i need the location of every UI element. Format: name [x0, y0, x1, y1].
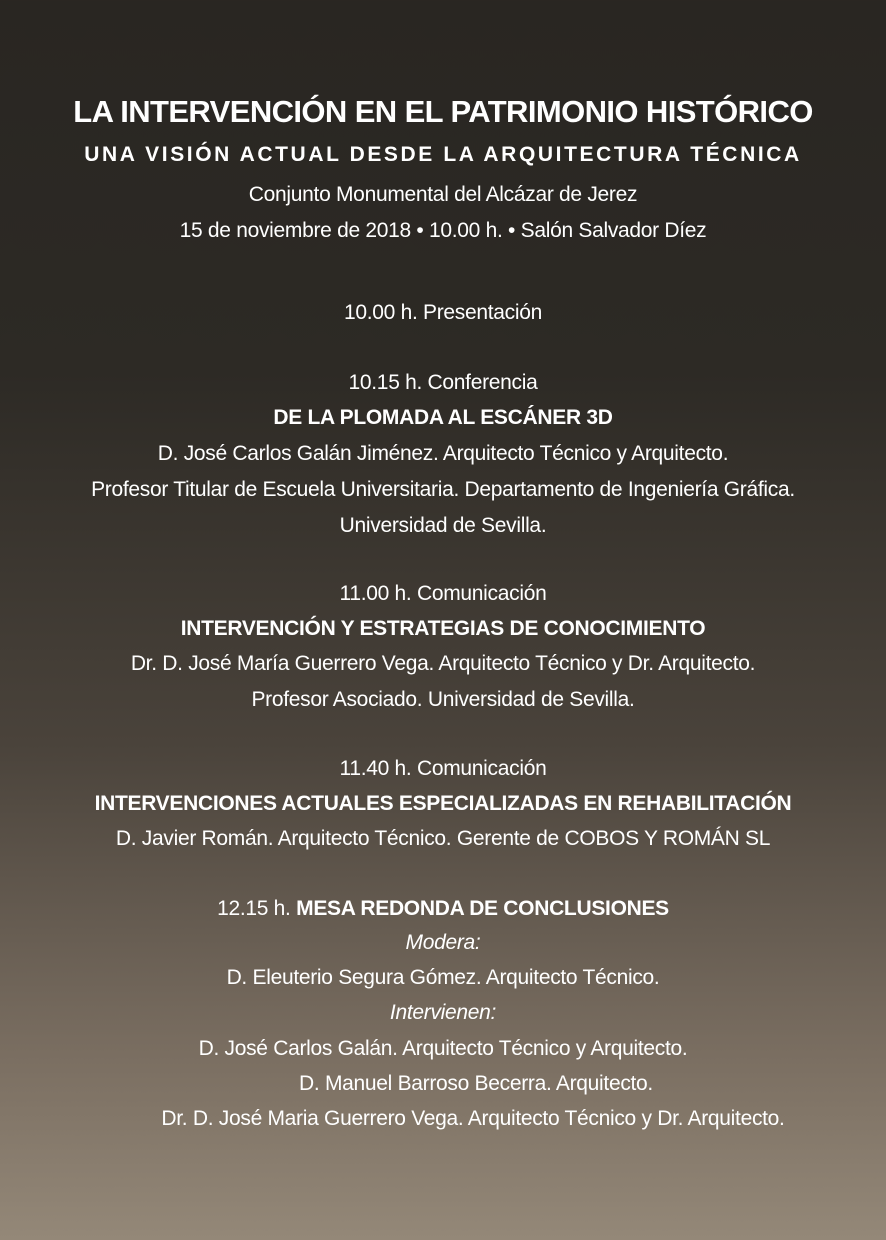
communication1-speaker-line1: Dr. D. José María Guerrero Vega. Arquitecto Técnico y Dr. Arquitecto. [130, 652, 756, 675]
event-venue: Conjunto Monumental del Alcázar de Jerez [248, 183, 638, 206]
conference-speaker-line2: Profesor Titular de Escuela Universitaria. Departamento de Ingeniería Gráfica. [91, 478, 795, 501]
round-table-heading [0, 896, 886, 922]
communication2-title: INTERVENCIONES ACTUALES ESPECIALIZADAS EN REHABILITACIÓN [94, 792, 792, 815]
conference-speaker-line3: Universidad de Sevilla. [339, 514, 547, 537]
panelist-3: Dr. D. José Maria Guerrero Vega. Arquitecto Técnico y Dr. Arquitecto. [161, 1107, 785, 1130]
communication1-title: INTERVENCIÓN Y ESTRATEGIAS DE CONOCIMIENTO [180, 617, 706, 640]
event-date-line: 15 de noviembre de 2018 • 10.00 h. • Salón Salvador Díez [179, 219, 707, 242]
communication2-time: 11.40 h. Comunicación [339, 757, 547, 780]
round-table-time: 12.15 h. [217, 897, 291, 920]
conference-time: 10.15 h. Conferencia [348, 371, 538, 394]
round-table-title: MESA REDONDA DE CONCLUSIONES [296, 897, 669, 920]
panelist-1: D. José Carlos Galán. Arquitecto Técnico y Arquitecto. [198, 1037, 688, 1060]
event-title: LA INTERVENCIÓN EN EL PATRIMONIO HISTÓRICO [73, 94, 813, 129]
presentation-time: 10.00 h. Presentación [343, 301, 542, 324]
conference-speaker-line1: D. José Carlos Galán Jiménez. Arquitecto Técnico y Arquitecto. [157, 442, 729, 465]
communication2-speaker-line1: D. Javier Román. Arquitecto Técnico. Gerente de COBOS Y ROMÁN SL [115, 827, 771, 850]
communication1-time: 11.00 h. Comunicación [339, 582, 547, 605]
panelist-2: D. Manuel Barroso Becerra. Arquitecto. [299, 1072, 653, 1095]
conference-title: DE LA PLOMADA AL ESCÁNER 3D [273, 406, 613, 429]
event-subtitle: UNA VISIÓN ACTUAL DESDE LA ARQUITECTURA TÉCNICA [84, 143, 802, 166]
communication1-speaker-line2: Profesor Asociado. Universidad de Sevilla. [251, 688, 635, 711]
moderator-name: D. Eleuterio Segura Gómez. Arquitecto Técnico. [226, 966, 660, 989]
moderator-label: Modera: [405, 931, 481, 954]
panel-label: Intervienen: [389, 1001, 497, 1024]
